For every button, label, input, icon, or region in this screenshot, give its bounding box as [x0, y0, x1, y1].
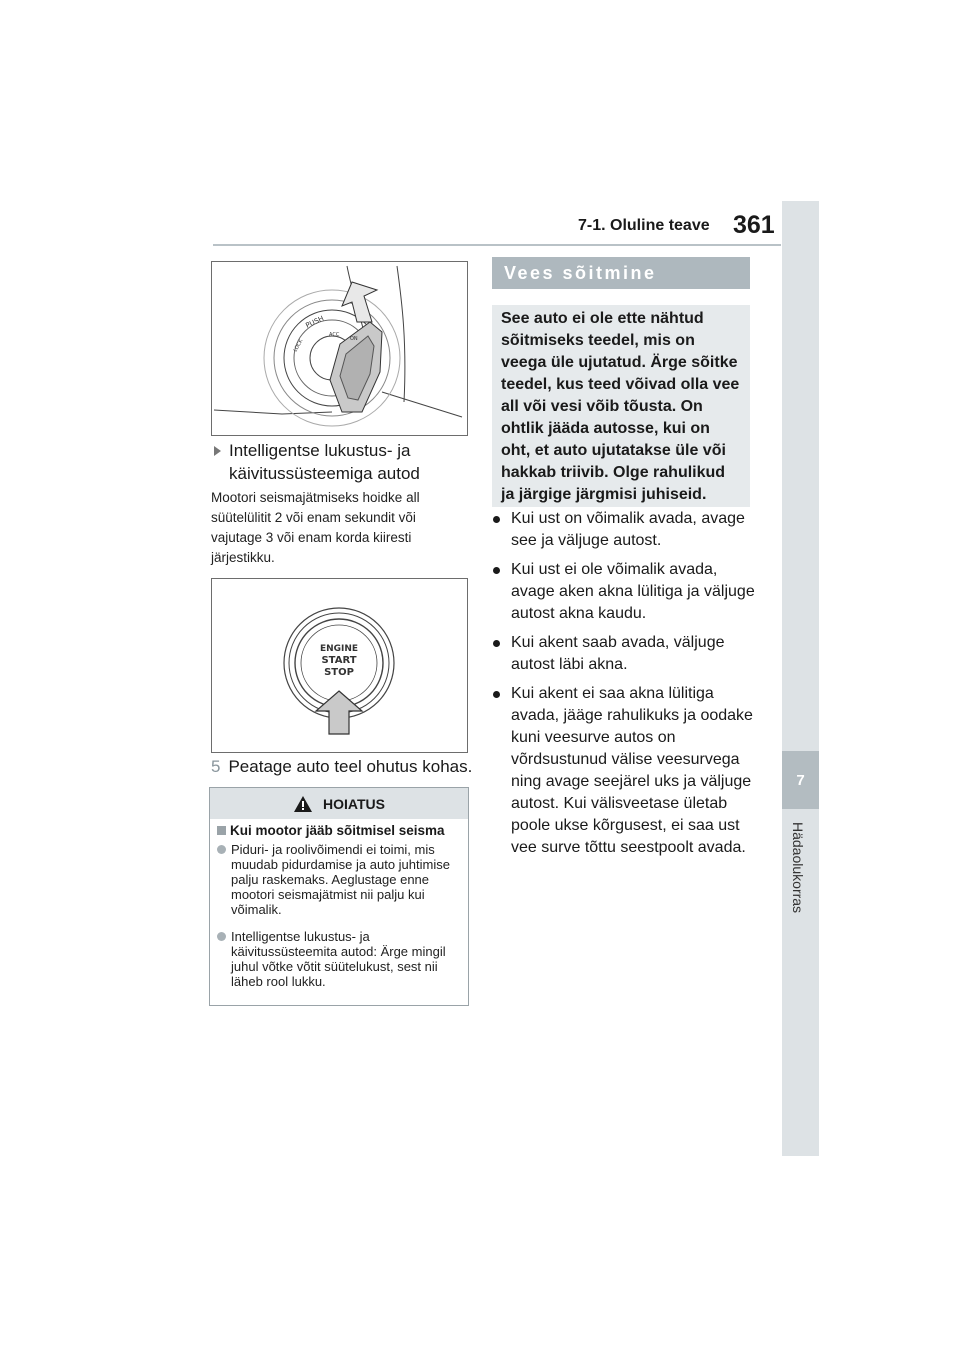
warning-item-text: Piduri- ja roolivõimendi ei toimi, mis muudab pidurdamise ja auto juhtimise palju raskemaks. Aeglustage enne mootori seismajätmist nii palju kui võimalik. [231, 842, 450, 917]
step-5 [211, 757, 472, 777]
triangle-bullet-icon [214, 446, 221, 456]
note-box: See auto ei ole ette nähtud sõitmiseks teedel, mis on veega üle ujutatud. Ärge sõitke teedel, kus teed võivad olla vee all või vesi võib tõusta. On ohtlik jääda autosse, kui on oht, et auto ujutatakse üle või hakkab triivib. Olge rahulikud ja järgige järgmisi juhiseid. [492, 305, 750, 507]
circle-bullet-icon [217, 932, 226, 941]
bullet-dot-icon [493, 567, 500, 574]
engine-start-button-figure [211, 578, 468, 753]
list-item [490, 632, 755, 676]
square-bullet-icon [217, 826, 226, 835]
warning-box [209, 787, 469, 1006]
button-line-engine: ENGINE [319, 644, 359, 654]
sub-heading [214, 439, 464, 485]
warning-subheading [217, 823, 461, 838]
warning-header [210, 788, 468, 819]
warning-item-text: Intelligentse lukustus- ja käivitussüsteemita autod: Ärge mingil juhul võtke võtit süütelukust, sest nii läheb rool lukku. [231, 929, 446, 989]
sub-heading-text: Intelligentse lukustus- ja käivitussüsteemiga autod [229, 441, 420, 483]
bullet-dot-icon [493, 516, 500, 523]
chapter-label: Hädaolukorras [790, 822, 806, 914]
list-item [490, 508, 755, 552]
bullet-list [490, 508, 755, 866]
warning-title: HOIATUS [323, 795, 385, 812]
warning-triangle-icon [293, 795, 313, 813]
instruction-paragraph: Mootori seismajätmiseks hoidke all süütelülitit 2 või enam sekundit või vajutage 3 või enam korda kiiresti järjestikku. [211, 490, 420, 565]
label-acc: ACC [329, 332, 340, 338]
list-item [490, 559, 755, 625]
header-divider [213, 244, 781, 246]
chapter-side-tab [782, 201, 819, 1156]
list-item [490, 683, 755, 859]
page-number: 361 [733, 211, 775, 239]
chapter-number: 7 [782, 751, 819, 809]
list-item-text: Kui akent ei saa akna lülitiga avada, jääge rahulikuks ja oodake kuni veesurve autos on võrdsustunud välise veesurvega ning avage seejärel uks ja väljuge autost. Kui välisveetase ületab poole ukse kõrgusest, ei saa ust vee surve tõttu seestpoolt avada. [511, 685, 753, 856]
warning-item [217, 842, 461, 917]
step-text: Peatage auto teel ohutus kohas. [228, 757, 473, 776]
ignition-key-figure [211, 261, 468, 436]
label-lock: LOCK [292, 338, 305, 353]
warning-item [217, 929, 461, 989]
bullet-dot-icon [493, 691, 500, 698]
button-line-start: START [321, 655, 357, 666]
circle-bullet-icon [217, 845, 226, 854]
section-title: 7-1. Oluline teave [578, 217, 710, 234]
warning-subheading-text: Kui mootor jääb sõitmisel seisma [230, 823, 445, 838]
step-number: 5 [211, 757, 221, 776]
list-item-text: Kui ust ei ole võimalik avada, avage aken akna lülitiga ja väljuge autost akna kaudu. [511, 561, 755, 622]
list-item-text: Kui ust on võimalik avada, avage see ja väljuge autost. [511, 510, 745, 549]
bullet-dot-icon [493, 640, 500, 647]
label-push: PUSH [304, 314, 326, 330]
list-item-text: Kui akent saab avada, väljuge autost läbi akna. [511, 634, 725, 673]
button-line-stop: STOP [324, 667, 354, 678]
section-heading-bar: Vees sõitmine [492, 257, 750, 289]
label-on: ON [350, 336, 358, 342]
